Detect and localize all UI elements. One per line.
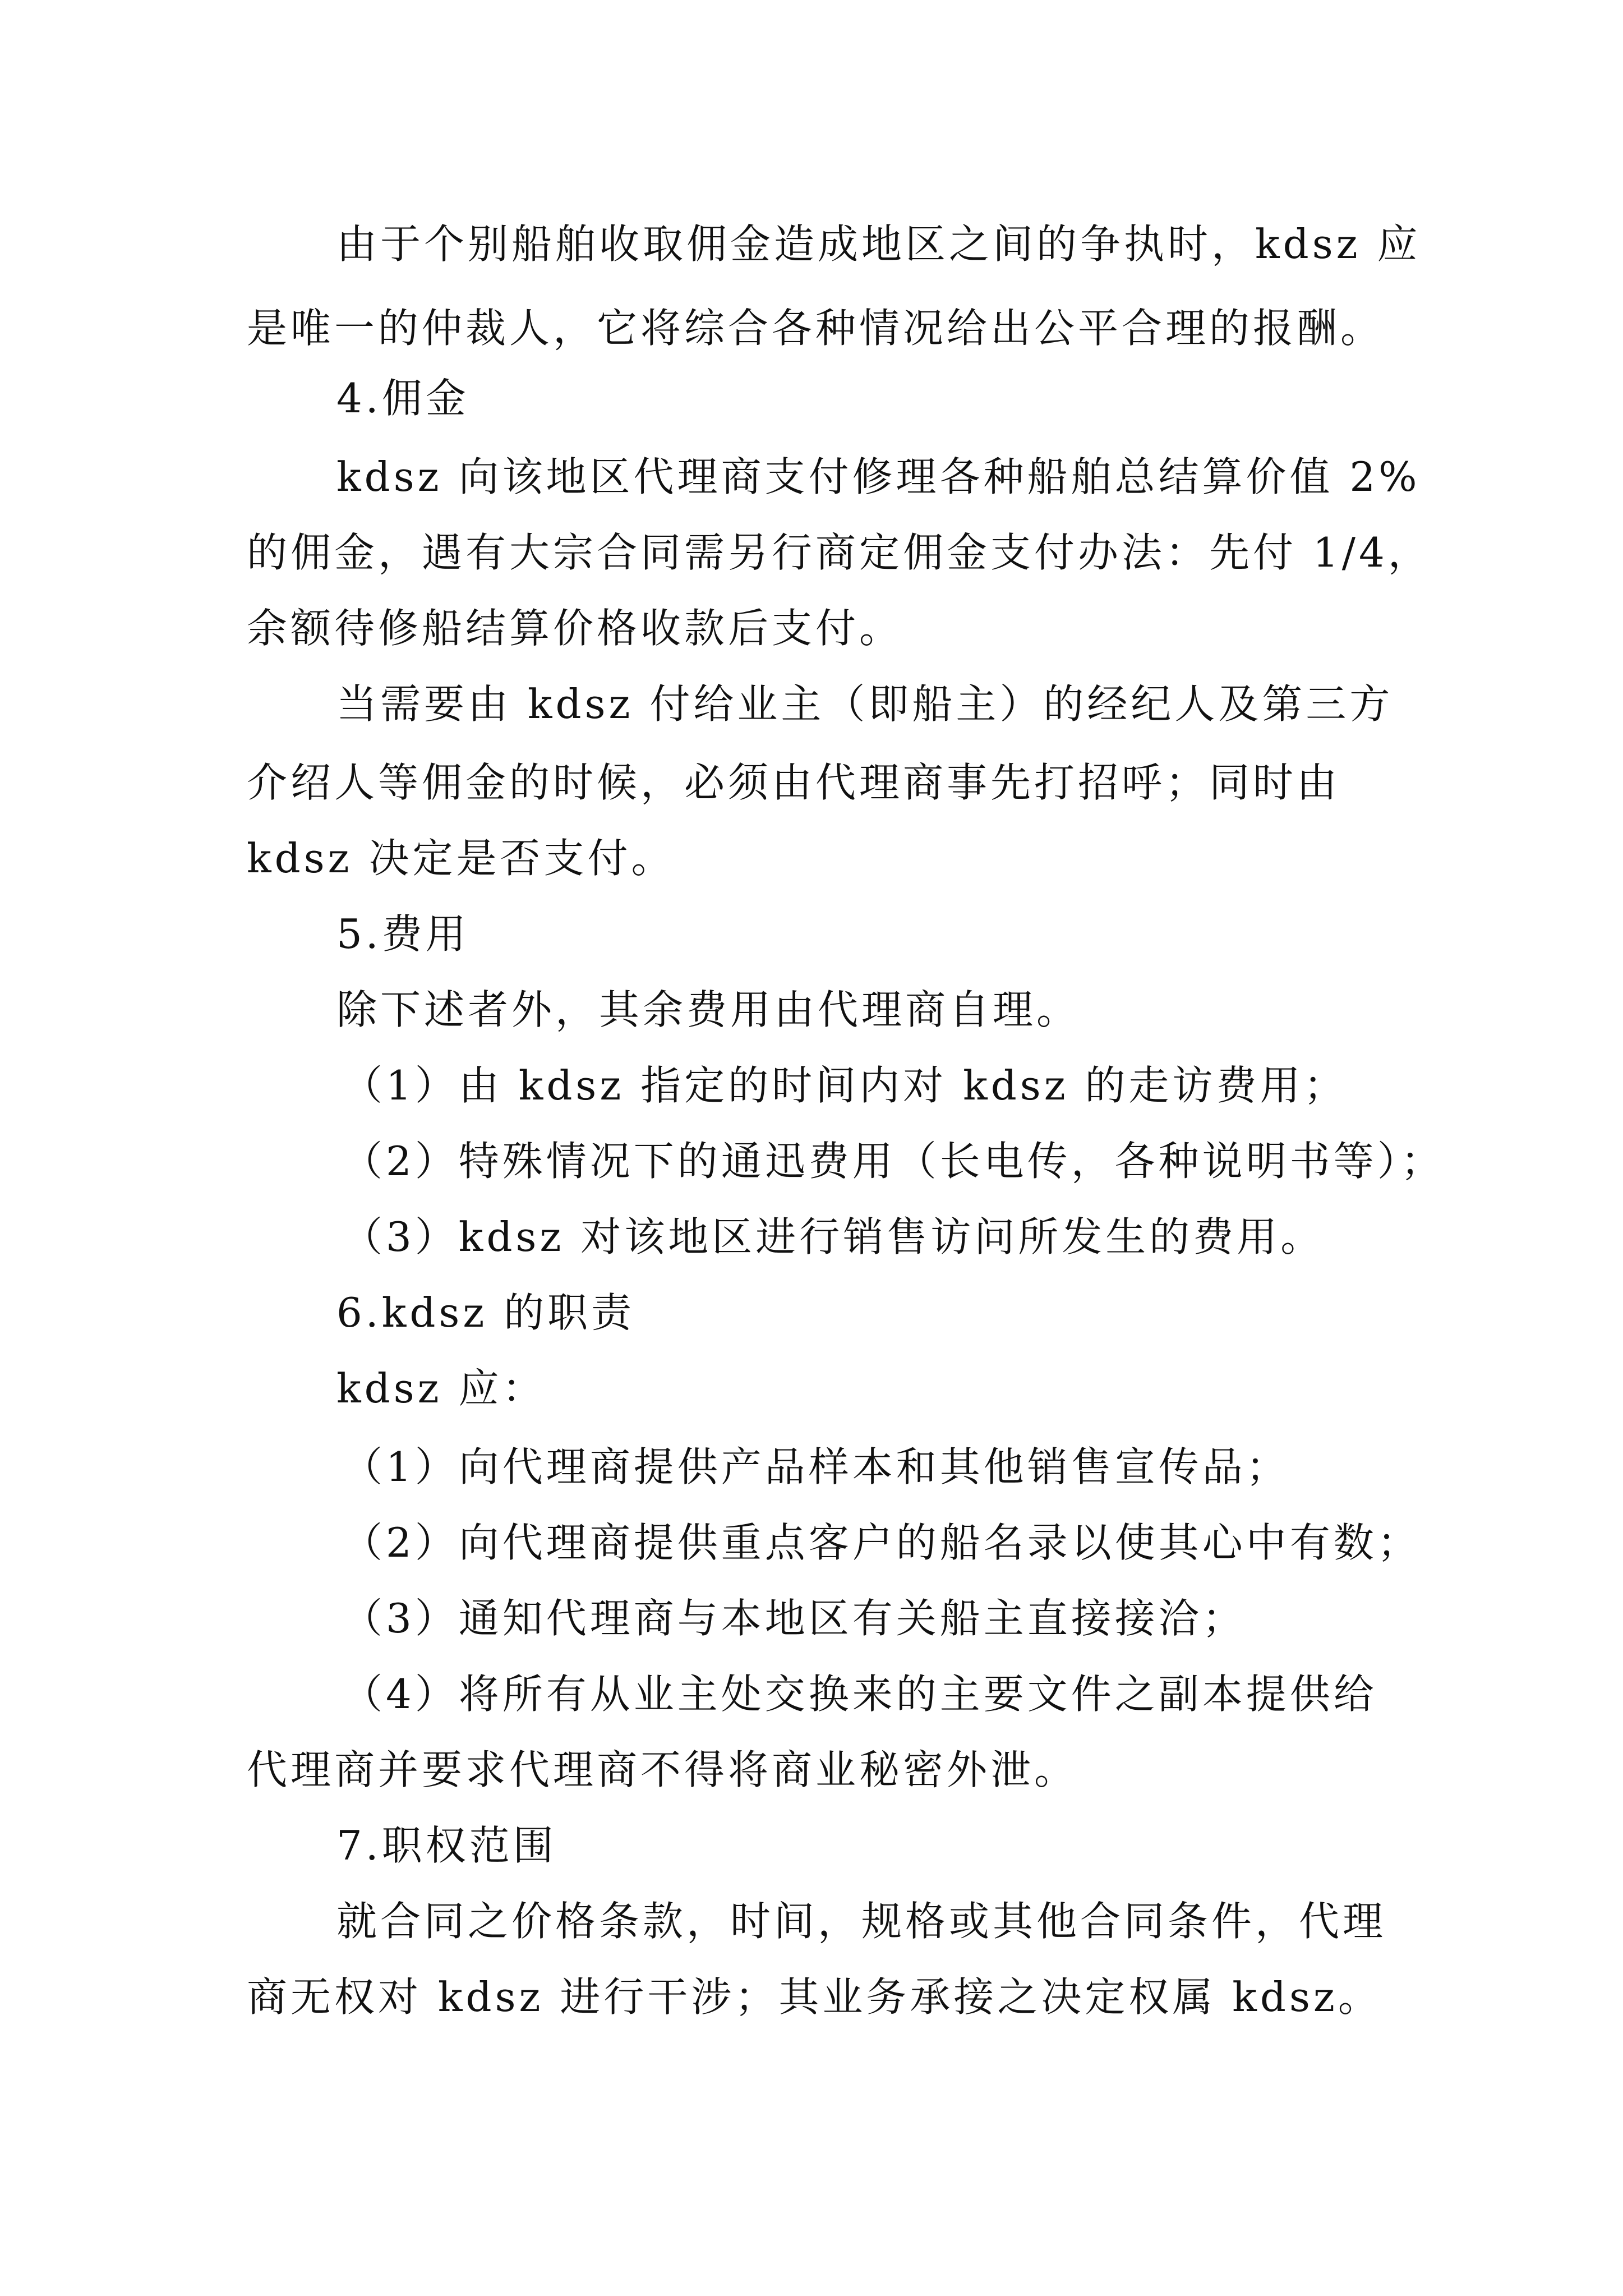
paragraph-line: 就合同之价格条款，时间，规格或其他合同条件，代理: [336, 1898, 1387, 1945]
list-item: （1）向代理商提供产品样本和其他销售宣传品；: [342, 1443, 1290, 1490]
list-item: （2）向代理商提供重点客户的船名录以使其心中有数；: [342, 1519, 1421, 1566]
paragraph-line: 除下述者外，其余费用由代理商自理。: [336, 986, 1081, 1033]
list-item: （1）由 kdsz 指定的时间内对 kdsz 的走访费用；: [342, 1062, 1348, 1109]
paragraph-line: kdsz 应：: [336, 1365, 546, 1412]
list-item: （3）kdsz 对该地区进行销售访问所发生的费用。: [342, 1213, 1325, 1260]
paragraph-line: 是唯一的仲裁人，它将综合各种情况给出公平合理的报酬。: [247, 305, 1385, 352]
section-heading-expenses: 5.费用: [336, 910, 469, 958]
paragraph-line: 余额待修船结算价格收款后支付。: [247, 605, 903, 652]
paragraph-line: 的佣金，遇有大宗合同需另行商定佣金支付办法：先付 1/4，: [247, 529, 1432, 576]
section-heading-duties: 6.kdsz 的职责: [336, 1289, 635, 1336]
paragraph-line: 介绍人等佣金的时候，必须由代理商事先打招呼；同时由: [247, 759, 1341, 806]
paragraph-line: 商无权对 kdsz 进行干涉；其业务承接之决定权属 kdsz。: [247, 1973, 1382, 2021]
paragraph-line: 当需要由 kdsz 付给业主（即船主）的经纪人及第三方: [336, 680, 1394, 728]
paragraph-line: 代理商并要求代理商不得将商业秘密外泄。: [247, 1746, 1078, 1793]
list-item: （4）将所有从业主处交换来的主要文件之副本提供给: [342, 1671, 1377, 1718]
paragraph-line: kdsz 向该地区代理商支付修理各种船舶总结算价值 2%: [336, 453, 1421, 500]
paragraph-line: kdsz 决定是否支付。: [247, 835, 675, 882]
section-heading-commission: 4.佣金: [336, 375, 469, 422]
paragraph-line: 由于个别船舶收取佣金造成地区之间的争执时，kdsz 应: [336, 220, 1421, 268]
list-item: （3）通知代理商与本地区有关船主直接接洽；: [342, 1595, 1246, 1642]
section-heading-authority: 7.职权范围: [336, 1822, 557, 1869]
list-item: （2）特殊情况下的通迅费用（长电传，各种说明书等）；: [342, 1138, 1445, 1185]
